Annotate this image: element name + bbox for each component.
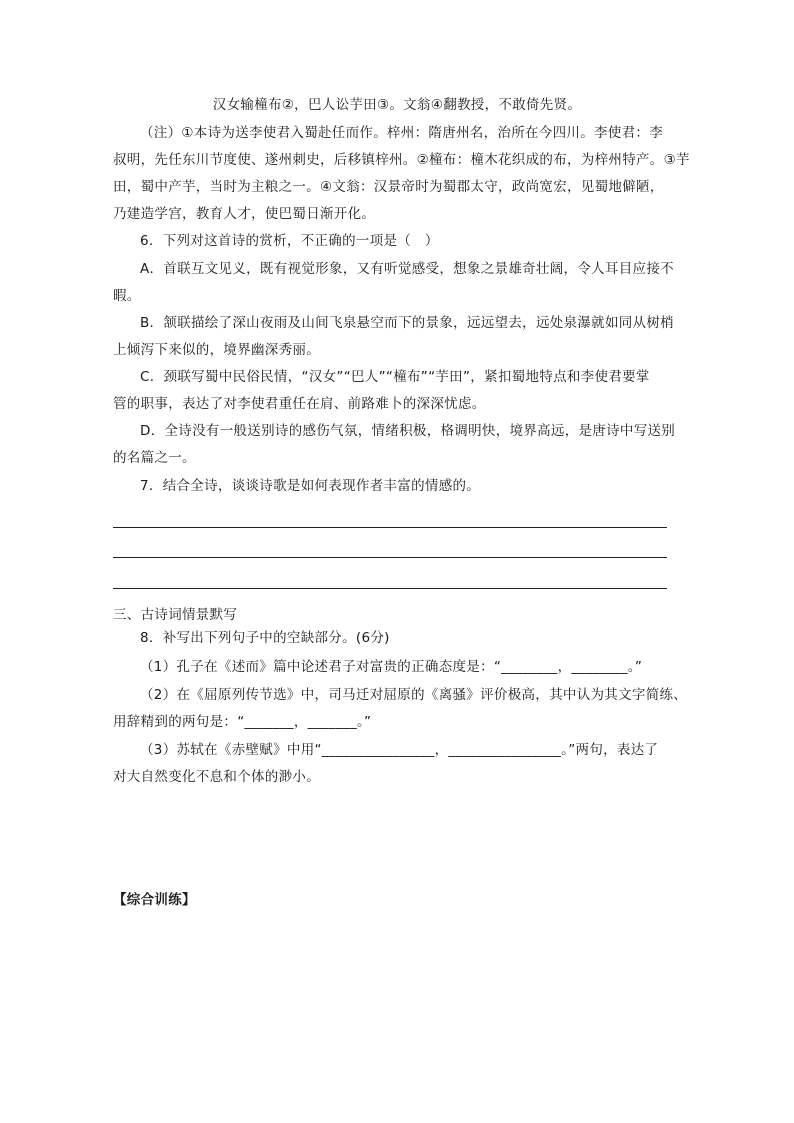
q6-option-d-line-2: 的名篇之一。 [113,450,196,466]
q6-option-a-line-1: A．首联互文见义，既有视觉形象，又有听觉感受，想象之景雄奇壮阔，令人耳目应接不 [140,261,674,277]
q7-stem: 7．结合全诗，谈谈诗歌是如何表现作者丰富的情感的。 [140,478,481,494]
section-3-title: 三、古诗词情景默写 [113,607,238,623]
q6-option-b-line-1: B．颔联描绘了深山夜雨及山间飞泉悬空而下的景象，远远望去，远处泉瀑就如同从树梢 [140,315,674,331]
q8-stem: 8．补写出下列句子中的空缺部分。(6分) [140,630,390,646]
q8-item-1: （1）孔子在《述而》篇中论述君子对富贵的正确态度是：“________，________。” [140,659,643,675]
q6-stem: 6．下列对这首诗的赏析，不正确的一项是（ ） [140,233,439,249]
comprehensive-title: 【综合训练】 [113,892,196,908]
answer-line-2[interactable] [113,557,667,558]
q6-option-b-line-2: 上倾泻下来似的，境界幽深秀丽。 [113,342,320,358]
q8-item-2-line-1: （2）在《屈原列传节选》中，司马迁对屈原的《离骚》评价极高，其中认为其文字简练、 [140,687,688,703]
note-line-1: （注）①本诗为送李使君入蜀赴任而作。梓州：隋唐州名，治所在今四川。李使君：李 [140,125,664,141]
q6-option-d-line-1: D．全诗没有一般送别诗的感伤气氛，情绪积极，格调明快，境界高远，是唐诗中写送别 [140,423,676,439]
q6-option-c-line-1: C．颈联写蜀中民俗民情，“汉女”“巴人”“橦布”“芋田”，紧扣蜀地特点和李使君要掌 [140,369,650,385]
note-line-4: 乃建造学宫，教育人才，使巴蜀日渐开化。 [113,206,376,222]
note-line-3: 田，蜀中产芋，当时为主粮之一。④文翁：汉景帝时为蜀郡太守，政尚宽宏，见蜀地僻陋， [113,179,664,195]
answer-line-3[interactable] [113,588,667,589]
q8-item-2-line-2: 用辞精到的两句是：“_______，_______。” [113,714,372,730]
q8-item-3-line-2: 对大自然变化不息和个体的渺小。 [113,769,320,785]
answer-line-1[interactable] [113,527,667,528]
q6-option-c-line-2: 管的职事，表达了对李使君重任在肩、前路难卜的深深忧虑。 [113,396,486,412]
q8-item-3-line-1: （3）苏轼在《赤壁赋》中用“________________，________________。”两句，表达了 [140,742,659,758]
q6-option-a-line-2: 暇。 [113,288,141,304]
poem-line: 汉女输橦布②，巴人讼芋田③。文翁④翻教授，不敢倚先贤。 [212,97,582,113]
note-line-2: 叔明，先任东川节度使、遂州刺史，后移镇梓州。②橦布：橦木花织成的布，为梓州特产。③芋 [113,152,690,168]
